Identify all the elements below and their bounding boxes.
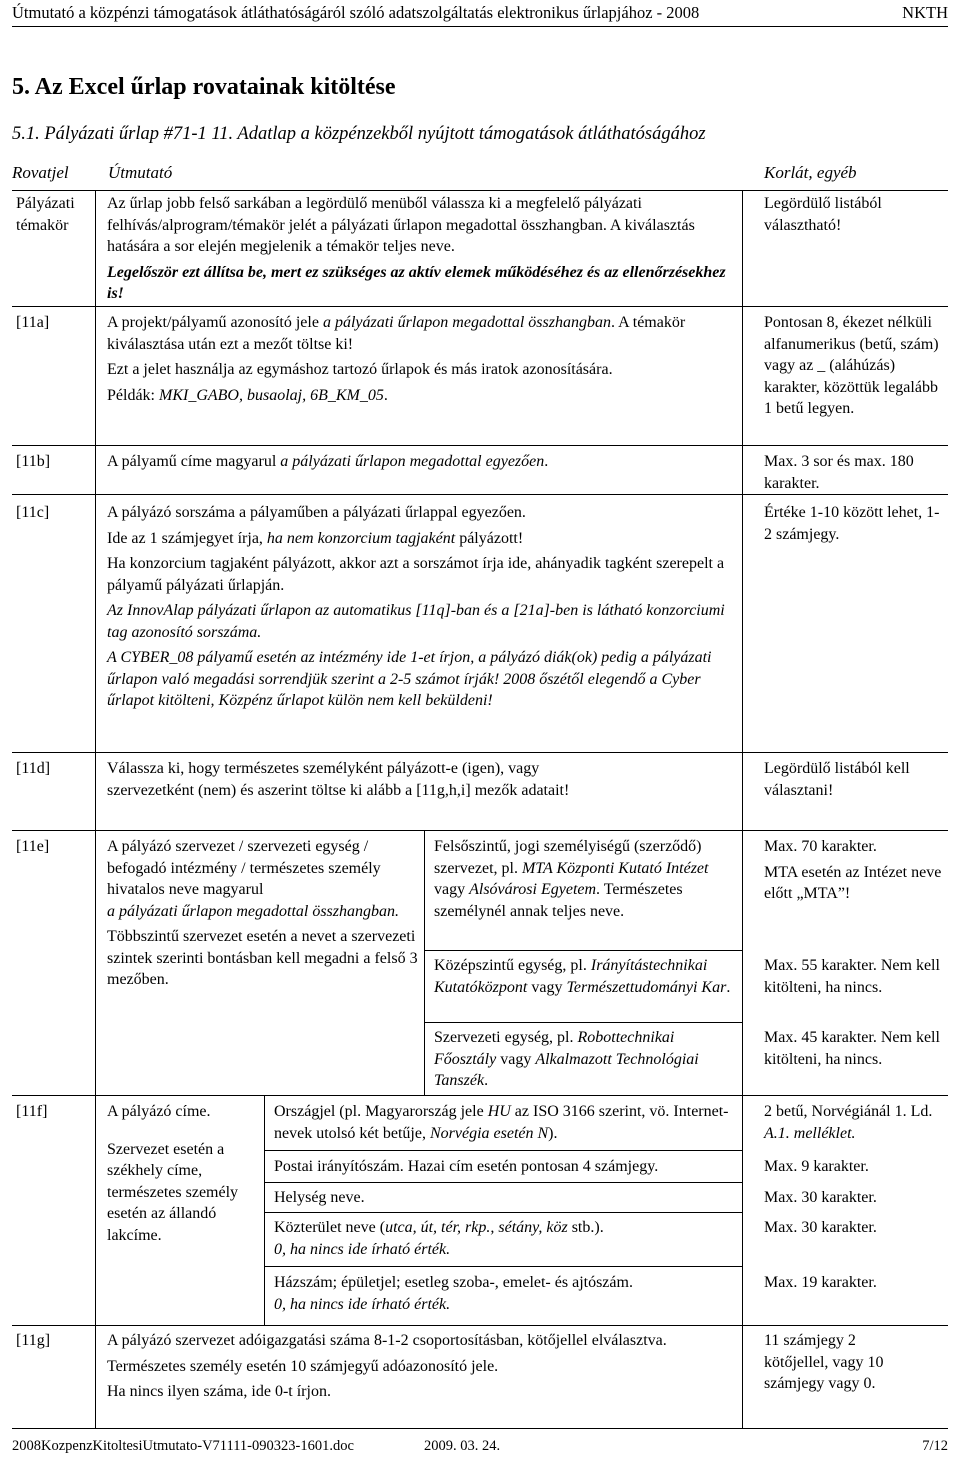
text: MKI_GABO, busaolaj, 6B_KM_05 [159, 386, 384, 404]
row-text-11b [107, 451, 737, 473]
text: Országjel (pl. Magyarország jele [274, 1103, 488, 1120]
text: stb.). [567, 1219, 604, 1236]
row-text-11f [107, 1101, 257, 1250]
text: Középszintű egység, pl. [434, 957, 591, 974]
row-11f-zip: Postai irányítószám. Hazai cím esetén pontosan 4 számjegy. [274, 1158, 659, 1175]
header-org: NKTH [902, 3, 948, 22]
row-divider [12, 494, 948, 495]
text: A pályázó címe. [107, 1103, 211, 1120]
text: MTA Központi Kutató Intézet [521, 859, 709, 877]
text: Norvégia esetén N [429, 1124, 549, 1142]
text: A CYBER_08 pályamű esetén az intézmény ide 1-et írjon, a pályázó diák(ok) pedig a pályázati űrlapon való megadási sorrendjük szerint a 2-5 számot írják! 2008 őszétől elegendő a Cyber űrlapot kitölteni, Közpénz űrlapot külön nem kell beküldeni! [107, 649, 712, 709]
text: 2 betű, Norvégiánál 1. Ld. [764, 1103, 933, 1120]
text: Házszám; épületjel; esetleg szoba-, emelet- és ajtószám. [274, 1274, 633, 1291]
text: ha nem konzorcium tagjaként [266, 529, 456, 547]
text: A projekt/pályamű azonosító jele [107, 314, 323, 331]
text: a pályázati űrlapon megadottal összhangban. [107, 902, 400, 920]
page-header [12, 0, 948, 27]
row-text-11c [107, 502, 737, 716]
row-divider [12, 830, 948, 831]
text: 0, ha nincs ide írható érték. [274, 1295, 451, 1313]
text: A pályázó sorszáma a pályaműben a pályázati űrlappal egyezően. [107, 504, 526, 521]
text: . [383, 386, 388, 404]
subrow-divider [264, 1182, 742, 1183]
text: Ide az 1 számjegyet írja, [107, 529, 267, 547]
subsection-heading: 5.1. Pályázati űrlap #71-1 11. Adatlap a közpénzekből nyújtott támogatások átláthatóságához [12, 124, 706, 144]
text: Irányítástechnikai Kutatóközpont [434, 957, 708, 996]
text: HU [487, 1103, 511, 1120]
row-limit-11e-1 [764, 836, 946, 909]
table-header [12, 160, 948, 191]
text: vagy [527, 978, 567, 996]
row-limit-11f-4: Max. 30 karakter. [764, 1219, 877, 1236]
row-divider [12, 1325, 948, 1326]
text: Többszintű szervezet esetén a nevet a szervezeti szintek szerinti bontásban kell megadni a felső 3 mezőben. [107, 928, 418, 988]
row-label-11b: [11b] [16, 453, 51, 470]
footer-page: 7/12 [922, 1438, 948, 1454]
row-label-temakor: Pályázati témakör [16, 195, 75, 234]
row-limit-11e-2: Max. 55 karakter. Nem kell kitölteni, ha nincs. [764, 957, 940, 996]
text: az ISO 3166 szerint, vö. Internet-nevek utolsó két betűje, [274, 1103, 729, 1142]
text: Természetes személy esetén 10 számjegyű adóazonosító jele. [107, 1357, 499, 1375]
text: . Természetes személynél annak teljes neve. [434, 881, 683, 920]
row-label-11d: [11d] [16, 760, 51, 777]
temakor-warning: Legelőször ezt állítsa be, mert ez szükséges az aktív elemek működéséhez és az ellenőrzésekhez is! [107, 263, 726, 302]
text: Ha konzorcium tagjaként pályázott, akkor azt a sorszámot írja ide, ahányadik tagként szerepelt a pályamű pályázati űrlapján. [107, 555, 725, 594]
col-rovatjel: Rovatjel [12, 163, 69, 182]
subrow-divider [424, 1022, 742, 1023]
text: Max. 70 karakter. [764, 838, 877, 855]
row-text-11g [107, 1330, 737, 1407]
row-limit-11a: Pontosan 8, ékezet nélküli alfanumerikus (betű, szám) vagy az _ (aláhúzás) karakter, közöttük legalább 1 betű legyen. [764, 314, 939, 417]
text: Az InnovAlap pályázati űrlapon az automatikus [11q]-ban és a [21a]-ben is látható konzorciumi tag azonosító sorszáma. [107, 602, 725, 641]
row-text-temakor [107, 193, 737, 309]
row-11e-sub1 [434, 836, 738, 922]
row-limit-11f-2: Max. 9 karakter. [764, 1158, 869, 1175]
text: . [726, 978, 731, 996]
text: Ha nincs ilyen száma, ide 0-t írjon. [107, 1383, 331, 1400]
header-title: Útmutató a közpénzi támogatások átláthatóságáról szóló adatszolgáltatás elektronikus űrlapjához - 2008 [12, 3, 700, 22]
text: A pályázó szervezet / szervezeti egység / befogadó intézmény / természetes személy hivatalos neve magyarul [107, 838, 381, 898]
subrow-divider [264, 1212, 742, 1213]
subrow-divider [264, 1266, 742, 1267]
subcol-divider [424, 830, 425, 1095]
row-text-11a [107, 312, 737, 410]
row-label-11f: [11f] [16, 1103, 48, 1120]
text: A pályázó szervezet adóigazgatási száma 8-1-2 csoportosításban, kötőjellel elválasztva. [107, 1332, 667, 1349]
text: MTA esetén az Intézet neve előtt „MTA”! [764, 863, 942, 902]
col-korlat: Korlát, egyéb [764, 163, 857, 182]
text: utca, út, tér, rkp., sétány, köz [385, 1219, 568, 1236]
text: 0, ha nincs ide írható érték. [274, 1240, 451, 1258]
text: Ezt a jelet használja az egymáshoz tartozó űrlapok és más iratok azonosítására. [107, 361, 613, 378]
row-11f-house [274, 1272, 738, 1315]
row-11e-sub3 [434, 1027, 738, 1092]
row-limit-11g: 11 számjegy 2 kötőjellel, vagy 10 számjegy vagy 0. [764, 1332, 884, 1392]
column-divider [742, 190, 743, 1428]
text: Szervezeti egység, pl. [434, 1029, 578, 1046]
text: Felsőszintű, jogi személyiségű (szerződő) szervezet, pl. [434, 838, 702, 877]
text: a pályázati űrlapon megadottal összhangban [322, 314, 611, 331]
row-label-11e: [11e] [16, 838, 50, 855]
column-divider [95, 190, 96, 1428]
row-limit-temakor: Legördülő listából választható! [764, 195, 882, 234]
text: Közterület neve ( [274, 1219, 386, 1236]
row-11e-sub2 [434, 955, 738, 998]
row-11f-city: Helység neve. [274, 1189, 365, 1206]
row-text-11d: Válassza ki, hogy természetes személyként pályázott-e (igen), vagy szervezetként (nem) és aszerint töltse ki alább a [11g,h,i] mezők adatait! [107, 760, 570, 799]
text: vagy [496, 1050, 536, 1068]
row-text-11e [107, 836, 419, 995]
text: Alsóvárosi Egyetem [469, 881, 597, 898]
row-label-11a: [11a] [16, 314, 50, 331]
text: A pályamű címe magyarul [107, 453, 281, 470]
page-footer [12, 1428, 948, 1461]
subrow-divider [424, 950, 742, 951]
text: . A témakör kiválasztása után ezt a mezőt töltse ki! [107, 314, 686, 353]
row-divider [12, 1095, 948, 1096]
col-utmutato: Útmutató [108, 163, 173, 182]
temakor-text: Az űrlap jobb felső sarkában a legördülő menüből válassza ki a megfelelő pályázati felhívás/alprogram/témakör jelét a pályázati űrlapon megadottal összhangban. A kiválasztás hatására a sor elején megjelenik a témakör teljes neve. [107, 195, 695, 255]
text: ). [548, 1124, 558, 1142]
text: a pályázati űrlapon megadottal egyezően [280, 453, 545, 470]
row-limit-11f-5: Max. 19 karakter. [764, 1274, 877, 1291]
text: Alkalmazott Technológiai Tanszék [434, 1050, 699, 1089]
text: Robottechnikai Főosztály [434, 1029, 675, 1068]
row-11f-country [274, 1101, 738, 1144]
subcol-divider [264, 1095, 265, 1325]
footer-file: 2008KozpenzKitoltesiUtmutato-V71111-090323-1601.doc [12, 1438, 354, 1454]
text: pályázott! [455, 529, 524, 547]
row-divider [12, 752, 948, 753]
row-limit-11d: Legördülő listából kell választani! [764, 760, 910, 799]
section-heading: 5. Az Excel űrlap rovatainak kitöltése [12, 74, 396, 100]
row-limit-11f-3: Max. 30 karakter. [764, 1189, 877, 1206]
text: . [484, 1072, 489, 1089]
text: Természettudományi Kar [566, 978, 727, 996]
text: . [544, 453, 549, 470]
text: A.1. melléklet. [764, 1124, 856, 1142]
text: Példák: [107, 386, 159, 404]
row-limit-11f-1 [764, 1101, 946, 1144]
footer-date: 2009. 03. 24. [424, 1438, 501, 1454]
row-limit-11b: Max. 3 sor és max. 180 karakter. [764, 453, 914, 492]
text: vagy [434, 881, 470, 898]
row-limit-11e-3: Max. 45 karakter. Nem kell kitölteni, ha nincs. [764, 1029, 940, 1068]
text: Szervezet esetén a székhely címe, természetes személy esetén az állandó lakcíme. [107, 1140, 239, 1244]
subrow-divider [264, 1150, 742, 1151]
row-label-11g: [11g] [16, 1332, 51, 1349]
row-divider [12, 445, 948, 446]
row-11f-street [274, 1217, 738, 1260]
row-limit-11c: Értéke 1-10 között lehet, 1-2 számjegy. [764, 504, 940, 543]
row-label-11c: [11c] [16, 504, 50, 521]
